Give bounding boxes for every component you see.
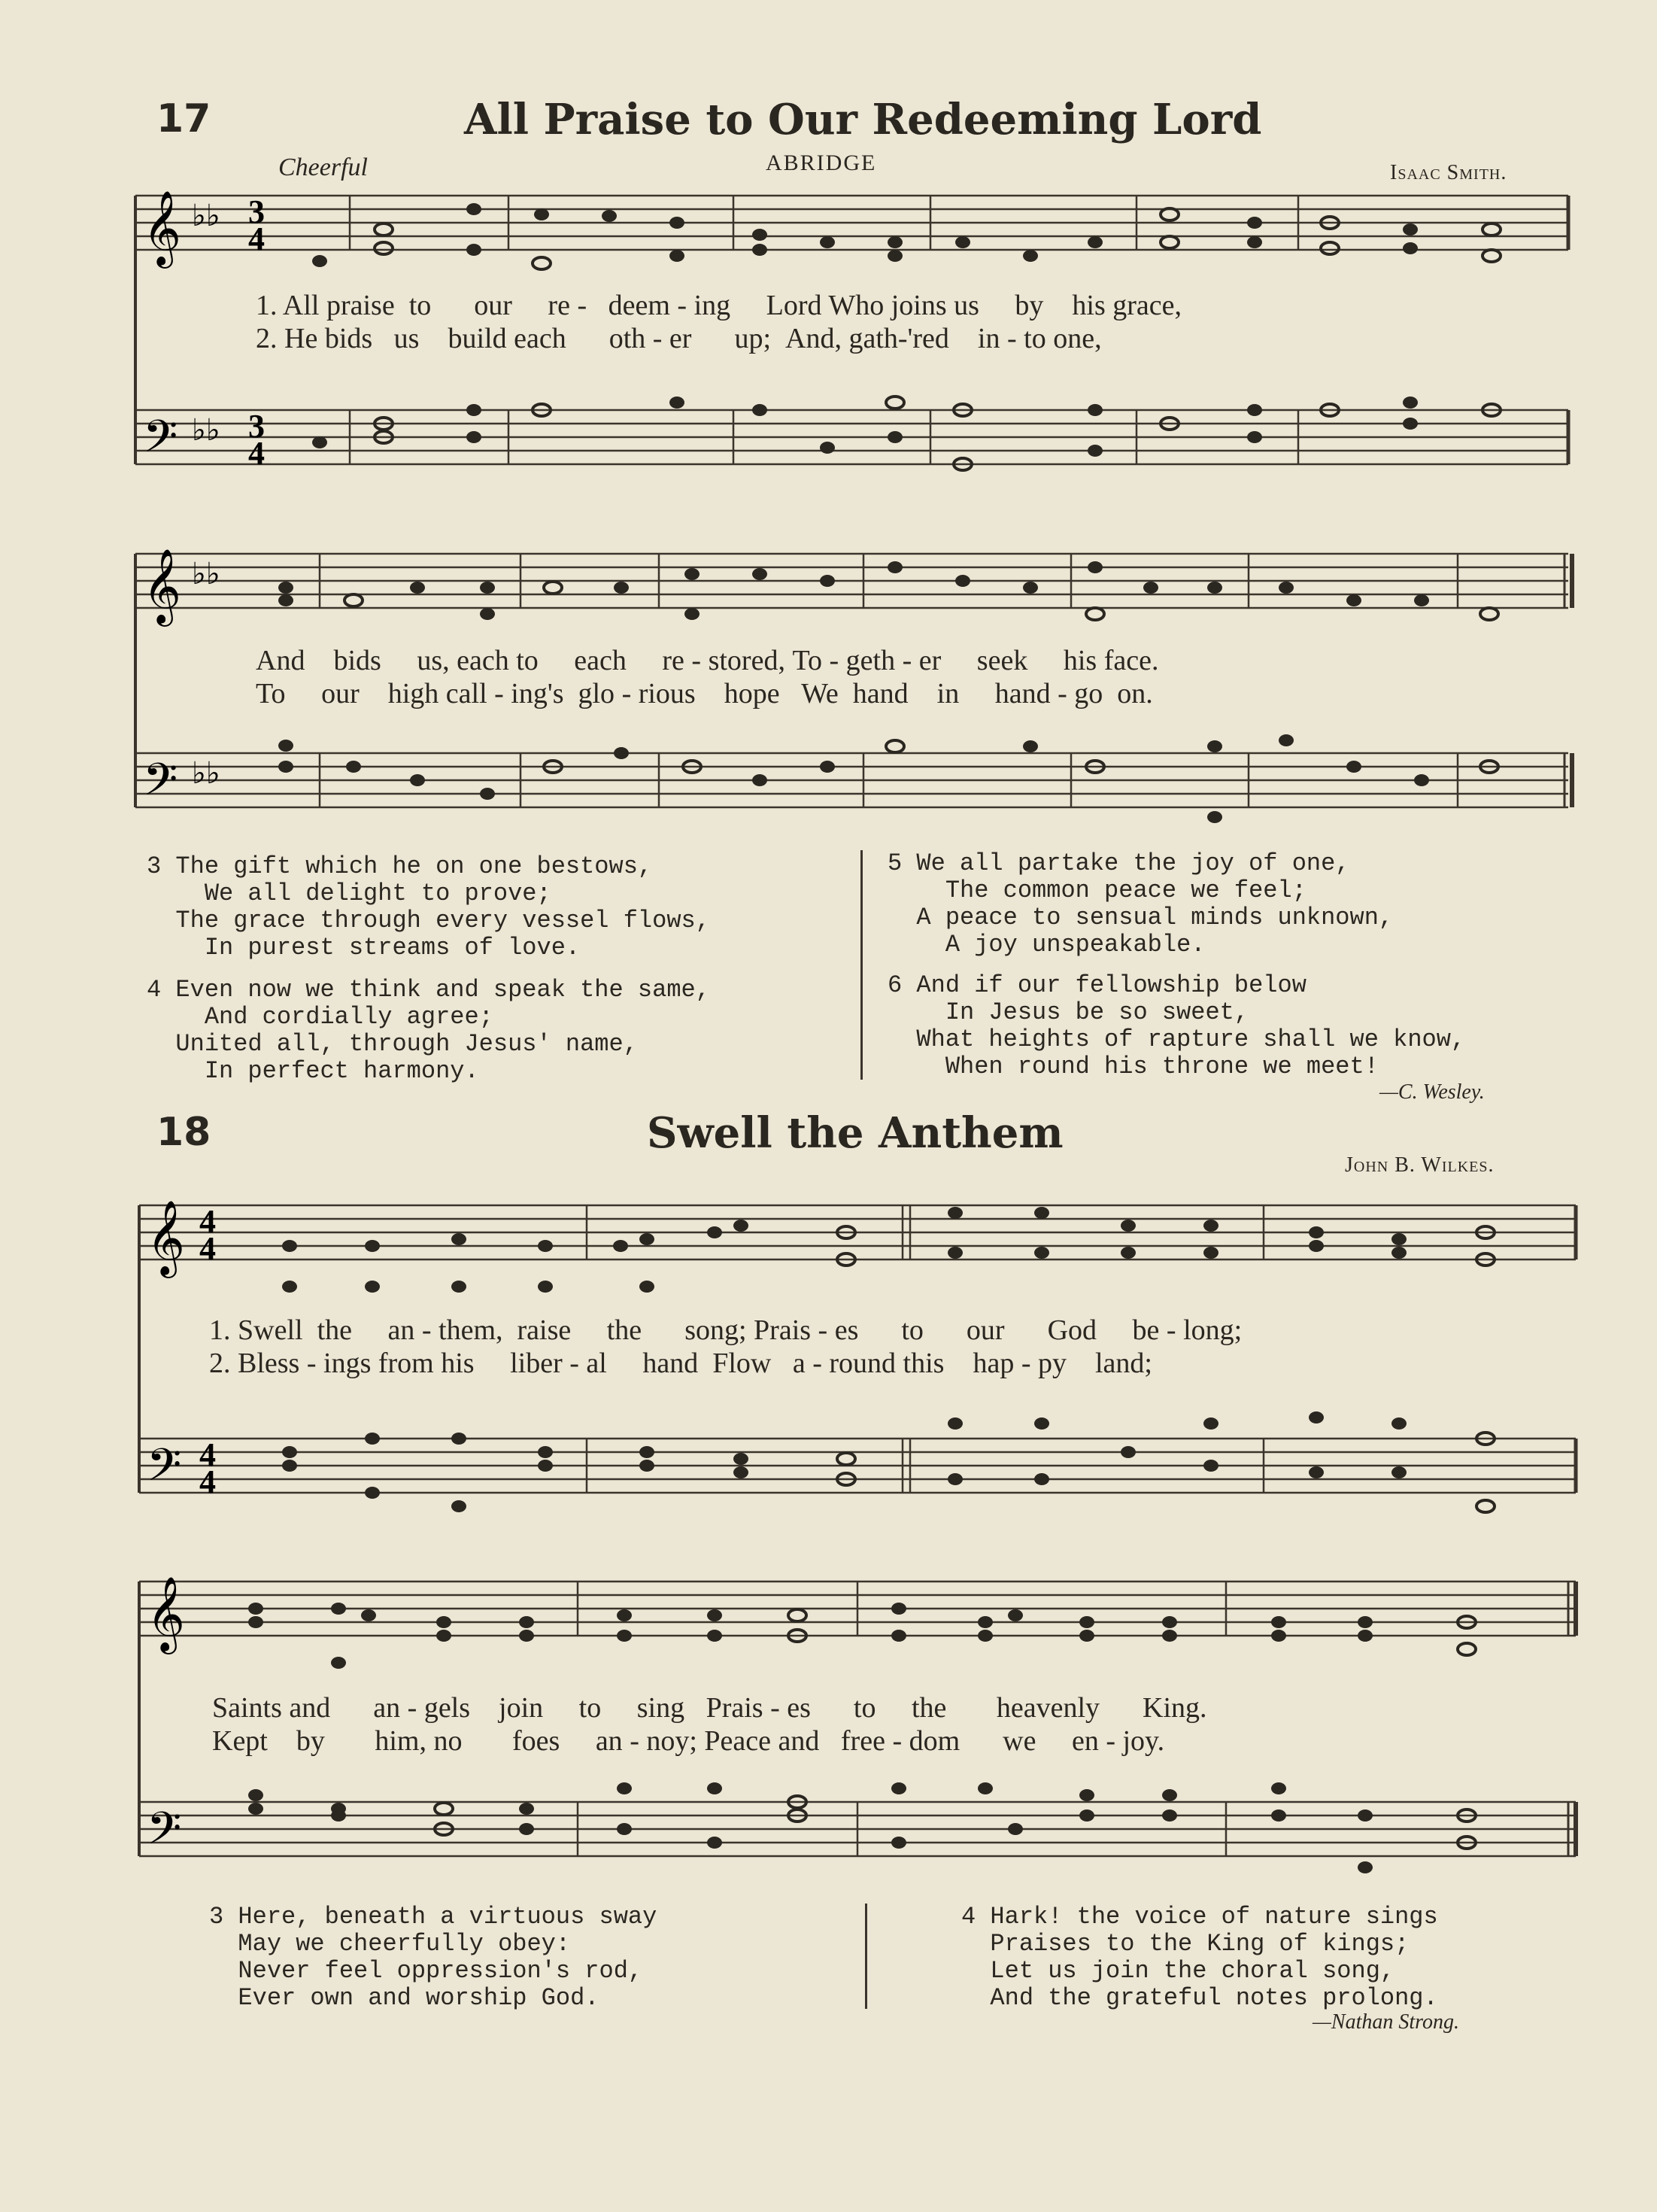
bass-notes xyxy=(282,1411,1495,1512)
hymn-17-line-1-verse-2: 2. He bids us build each oth - er up; And, gath-'red in - to one, xyxy=(256,323,1102,354)
verse-divider xyxy=(865,1904,867,2009)
time-signature-bottom: 4 xyxy=(199,1230,216,1267)
treble-clef-icon: 𝄞 xyxy=(147,1200,185,1275)
hymn-18-line-2-verse-2: Kept by him, no foes an - noy; Peace and free - dom we en - joy. xyxy=(212,1725,1165,1757)
time-signature-top: 3 xyxy=(248,408,265,445)
time-signature-bottom: 4 xyxy=(248,220,265,257)
hymn-17-number: 17 xyxy=(156,96,211,141)
bass-clef-icon: 𝄢 xyxy=(143,410,178,473)
bass-clef-icon: 𝄢 xyxy=(147,1802,182,1865)
hymn-17-verse-3: 3 The gift which he on one bestows, We all delight to prove; The grace through every vessel flows, In purest streams of love. xyxy=(147,852,710,962)
hymn-18-verse-4: 4 Hark! the voice of nature sings Praises to the King of kings; Let us join the choral song, And the grateful notes prolong. xyxy=(961,1903,1438,2012)
verse-divider xyxy=(860,850,863,1080)
time-signature-bottom: 4 xyxy=(199,1463,216,1500)
time-signature-top: 4 xyxy=(199,1203,216,1240)
hymn-18-author: —Nathan Strong. xyxy=(1313,2010,1459,2034)
bass-notes xyxy=(278,734,1498,823)
key-flat-icon: ♭♭ xyxy=(192,413,220,447)
hymn-17-verse-5: 5 We all partake the joy of one, The common peace we feel; A peace to sensual minds unknown, A joy unspeakable. xyxy=(888,849,1394,959)
hymn-18-verse-3: 3 Here, beneath a virtuous sway May we cheerfully obey: Never feel oppression's rod, Ever own and worship God. xyxy=(209,1903,657,2012)
hymn-17-composer: Isaac Smith. xyxy=(1390,161,1507,184)
treble-staff xyxy=(139,1205,1576,1259)
hymn-18-title: Swell the Anthem xyxy=(647,1108,1064,1158)
bass-notes xyxy=(248,1782,1476,1873)
key-flat-icon: ♭♭ xyxy=(192,756,220,790)
bass-clef-icon: 𝄢 xyxy=(147,1439,182,1502)
hymn-17-line-2-verse-2: To our high call - ing's glo - rious hope We hand in hand - go on. xyxy=(256,678,1153,709)
hymn-17-author: —C. Wesley. xyxy=(1379,1080,1485,1104)
treble-notes xyxy=(278,561,1498,620)
hymn-17-verse-6: 6 And if our fellowship below In Jesus be so sweet, What heights of rapture shall we know, When round his throne we meet! xyxy=(888,971,1466,1080)
time-signature-top: 3 xyxy=(248,193,265,230)
hymn-18-line-1-verse-1: 1. Swell the an - them, raise the song; Prais - es to our God be - long; xyxy=(209,1314,1243,1346)
hymn-18-line-2-verse-1: Saints and an - gels join to sing Prais - es to the heavenly King. xyxy=(212,1692,1207,1724)
bass-notes xyxy=(312,397,1501,470)
bass-staff xyxy=(139,1439,1576,1493)
treble-clef-icon: 𝄞 xyxy=(143,190,181,266)
treble-clef-icon: 𝄞 xyxy=(147,1576,185,1651)
hymn-17-line-2-verse-1: And bids us, each to each re - stored, To - geth - er seek his face. xyxy=(256,645,1159,676)
key-flat-icon: ♭♭ xyxy=(192,199,220,232)
hymn-17-tempo: Cheerful xyxy=(278,153,368,181)
bass-clef-icon: 𝄢 xyxy=(143,753,178,816)
hymn-18-line-1-verse-2: 2. Bless - ings from his liber - al hand Flow a - round this hap - py land; xyxy=(209,1348,1152,1379)
treble-clef-icon: 𝄞 xyxy=(143,548,181,624)
time-signature-bottom: 4 xyxy=(248,435,265,472)
hymn-17-line-1-verse-1: 1. All praise to our re - deem - ing Lord Who joins us by his grace, xyxy=(256,290,1182,321)
time-signature-top: 4 xyxy=(199,1436,216,1473)
hymn-17-tune: ABRIDGE xyxy=(766,150,877,175)
hymn-17-title: All Praise to Our Redeeming Lord xyxy=(464,95,1262,144)
key-flat-icon: ♭♭ xyxy=(192,557,220,591)
hymn-17-verse-4: 4 Even now we think and speak the same, And cordially agree; United all, through Jesus' name, In perfect harmony. xyxy=(147,976,710,1085)
hymn-18-composer: John B. Wilkes. xyxy=(1345,1153,1495,1177)
hymn-18-number: 18 xyxy=(156,1110,211,1155)
